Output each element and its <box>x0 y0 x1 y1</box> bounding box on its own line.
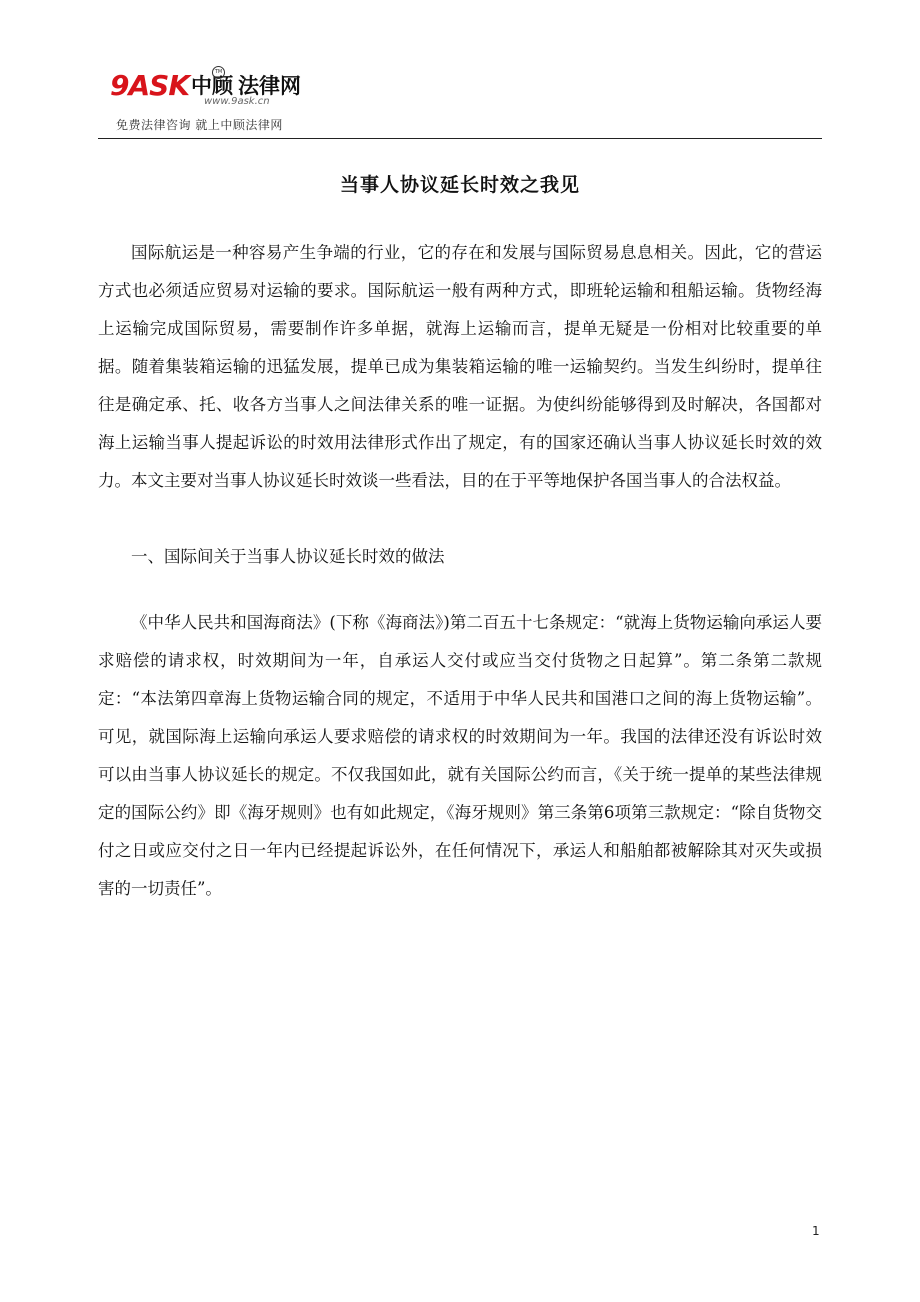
document-title: 当事人协议延长时效之我见 <box>339 174 580 196</box>
logo-brand-part-2: 法律网 <box>238 74 302 98</box>
paragraph-intro: 国际航运是一种容易产生争端的行业，它的存在和发展与国际贸易息息相关。因此，它的营运方式也必须适应贸易对运输的要求。国际航运一般有两种方式，即班轮运输和租船运输。货物经海上运输完成国际贸易，需要制作许多单据，就海上运输而言，提单无疑是一份相对比较重要的单据。随着集装箱运输的迅猛发展，提单已成为集装箱运输的唯一运输契约。当发生纠纷时，提单往往是确定承、托、收各方当事人之间法律关系的唯一证据。为使纠纷能够得到及时解决，各国都对海上运输当事人提起诉讼的时效用法律形式作出了规定，有的国家还确认当事人协议延长时效的效力。本文主要对当事人协议延长时效谈一些看法，目的在于平等地保护各国当事人的合法权益。 <box>98 243 822 490</box>
page-header <box>98 66 822 139</box>
site-logo <box>110 70 301 114</box>
document-body <box>98 234 822 908</box>
section-heading: 一、国际间关于当事人协议延长时效的做法 <box>131 547 445 566</box>
logo-url: www.9ask.cn <box>204 96 270 107</box>
trademark-icon: TM <box>212 66 225 79</box>
paragraph-law: 《中华人民共和国海商法》(下称《海商法》)第二百五十七条规定：“就海上货物运输向承运人要求赔偿的请求权，时效期间为一年，自承运人交付或应当交付货物之日起算”。第二条第二款规定：“本法第四章海上货物运输合同的规定，不适用于中华人民共和国港口之间的海上货物运输”。可见，就国际海上运输向承运人要求赔偿的请求权的时效期间为一年。我国的法律还没有诉讼时效可以由当事人协议延长的规定。不仅我国如此，就有关国际公约而言，《关于统一提单的某些法律规定的国际公约》即《海牙规则》也有如此规定，《海牙规则》第三条第6项第三款规定：“除自货物交付之日或应交付之日一年内已经提起诉讼外，在任何情况下，承运人和船舶都被解除其对灭失或损害的一切责任”。 <box>98 613 822 898</box>
header-slogan: 免费法律咨询 就上中顾法律网 <box>116 118 283 132</box>
logo-mark: 9ASK <box>110 69 190 102</box>
page-number: 1 <box>812 1224 820 1238</box>
logo-brand-part-1: 中顾 <box>191 74 234 98</box>
